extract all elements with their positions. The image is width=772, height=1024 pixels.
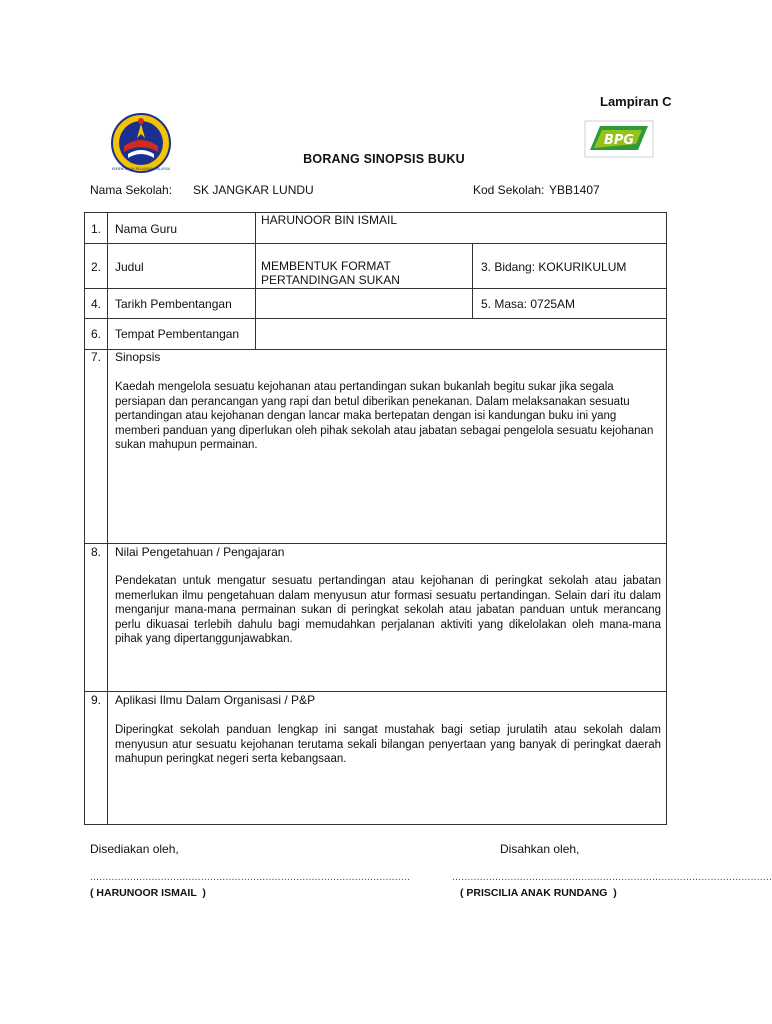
school-name-label: Nama Sekolah: xyxy=(90,183,173,197)
extra-column-divider xyxy=(472,243,473,318)
bpg-logo-text: BPG xyxy=(603,133,635,148)
field-bidang[interactable]: 3. Bidang: KOKURIKULUM xyxy=(481,260,627,274)
row2-number: 2. xyxy=(91,260,102,274)
presentation-date-value[interactable] xyxy=(261,297,466,311)
teacher-name-value[interactable]: HARUNOOR BIN ISMAIL xyxy=(261,213,398,227)
prepared-by-name: ( HARUNOOR ISMAIL ) xyxy=(90,887,206,899)
presentation-place-label: Tempat Pembentangan xyxy=(115,327,240,341)
row9-number: 9. xyxy=(91,693,102,707)
appendix-label: Lampiran C xyxy=(600,94,672,109)
field-masa[interactable]: 5. Masa: 0725AM xyxy=(481,297,576,311)
school-code-label: Kod Sekolah: xyxy=(473,183,545,197)
row8-number: 8. xyxy=(91,545,102,559)
school-code-value: YBB1407 xyxy=(549,183,600,197)
school-name-value: SK JANGKAR LUNDU xyxy=(193,183,314,197)
label-column-divider xyxy=(255,213,256,349)
approved-by-label: Disahkan oleh, xyxy=(500,842,580,856)
application-label: Aplikasi Ilmu Dalam Organisasi / P&P xyxy=(115,693,316,707)
prepared-signature-line: ........................................................................................................ xyxy=(90,872,411,883)
title-value-line2[interactable]: PERTANDINGAN SUKAN xyxy=(261,273,400,287)
row1-number: 1. xyxy=(91,222,102,236)
title-value-line1[interactable]: MEMBENTUK FORMAT xyxy=(261,259,391,273)
presentation-place-value[interactable] xyxy=(261,327,656,341)
prepared-by-label: Disediakan oleh, xyxy=(90,842,179,856)
synopsis-text[interactable]: Kaedah mengelola sesuatu kejohanan atau pertandingan sukan bukanlah begitu sukar jika segala persiapan dan perancangan yang rapi dan betul diberikan penekanan. Dalam melaksanakan sesuatu pertandingan atau kejohanan dengan lancar maka bertepatan dengan isi kandungan buku ini yang memberi panduan yang diperlukan oleh pihak sekolah atau jabatan sebagai pengelola sesuatu kejohanan sukan mahupun permainan. xyxy=(115,381,654,451)
synopsis-label: Sinopsis xyxy=(115,350,161,364)
synopsis-form-table xyxy=(84,212,667,825)
knowledge-value-label: Nilai Pengetahuan / Pengajaran xyxy=(115,545,285,559)
form-title: BORANG SINOPSIS BUKU xyxy=(303,152,465,166)
logo-left-text: KEMENTERIAN PELAJARAN MALAYSIA xyxy=(111,167,171,171)
title-label: Judul xyxy=(115,260,144,274)
row4-number: 4. xyxy=(91,297,102,311)
presentation-date-label: Tarikh Pembentangan xyxy=(115,297,232,311)
application-text[interactable]: Diperingkat sekolah panduan lengkap ini sangat mustahak bagi setiap jurulatih atau sekolah dalam menyusun atur sesuatu kejohanan terutama sekali bilangan penyertaan yang banyak di peringkat daerah mahupun peringkat negeri serta kebangsaan. xyxy=(115,724,661,765)
knowledge-value-text[interactable]: Pendekatan untuk mengatur sesuatu pertandingan atau kejohanan di peringkat sekolah atau jabatan memerlukan ilmu pengetahuan dalam menyusun atur formasi sesuatu pertandingan. Selain dari itu dalam menganjur mana-mana permainan sukan di peringkat sekolah atau jabatan panduan untuk merancang perlu dikuasai terlebih dahulu bagi memudahkan perjalanan aktiviti yang dikelolakan oleh mana-mana pihak yang dipertanggunjawabkan. xyxy=(115,575,661,645)
number-column-divider xyxy=(107,213,108,824)
teacher-name-label: Nama Guru xyxy=(115,222,178,236)
row7-number: 7. xyxy=(91,350,102,364)
row6-number: 6. xyxy=(91,327,102,341)
approved-signature-line: ........................................................................................................ xyxy=(452,872,772,883)
approved-by-name: ( PRISCILIA ANAK RUNDANG ) xyxy=(460,887,617,899)
